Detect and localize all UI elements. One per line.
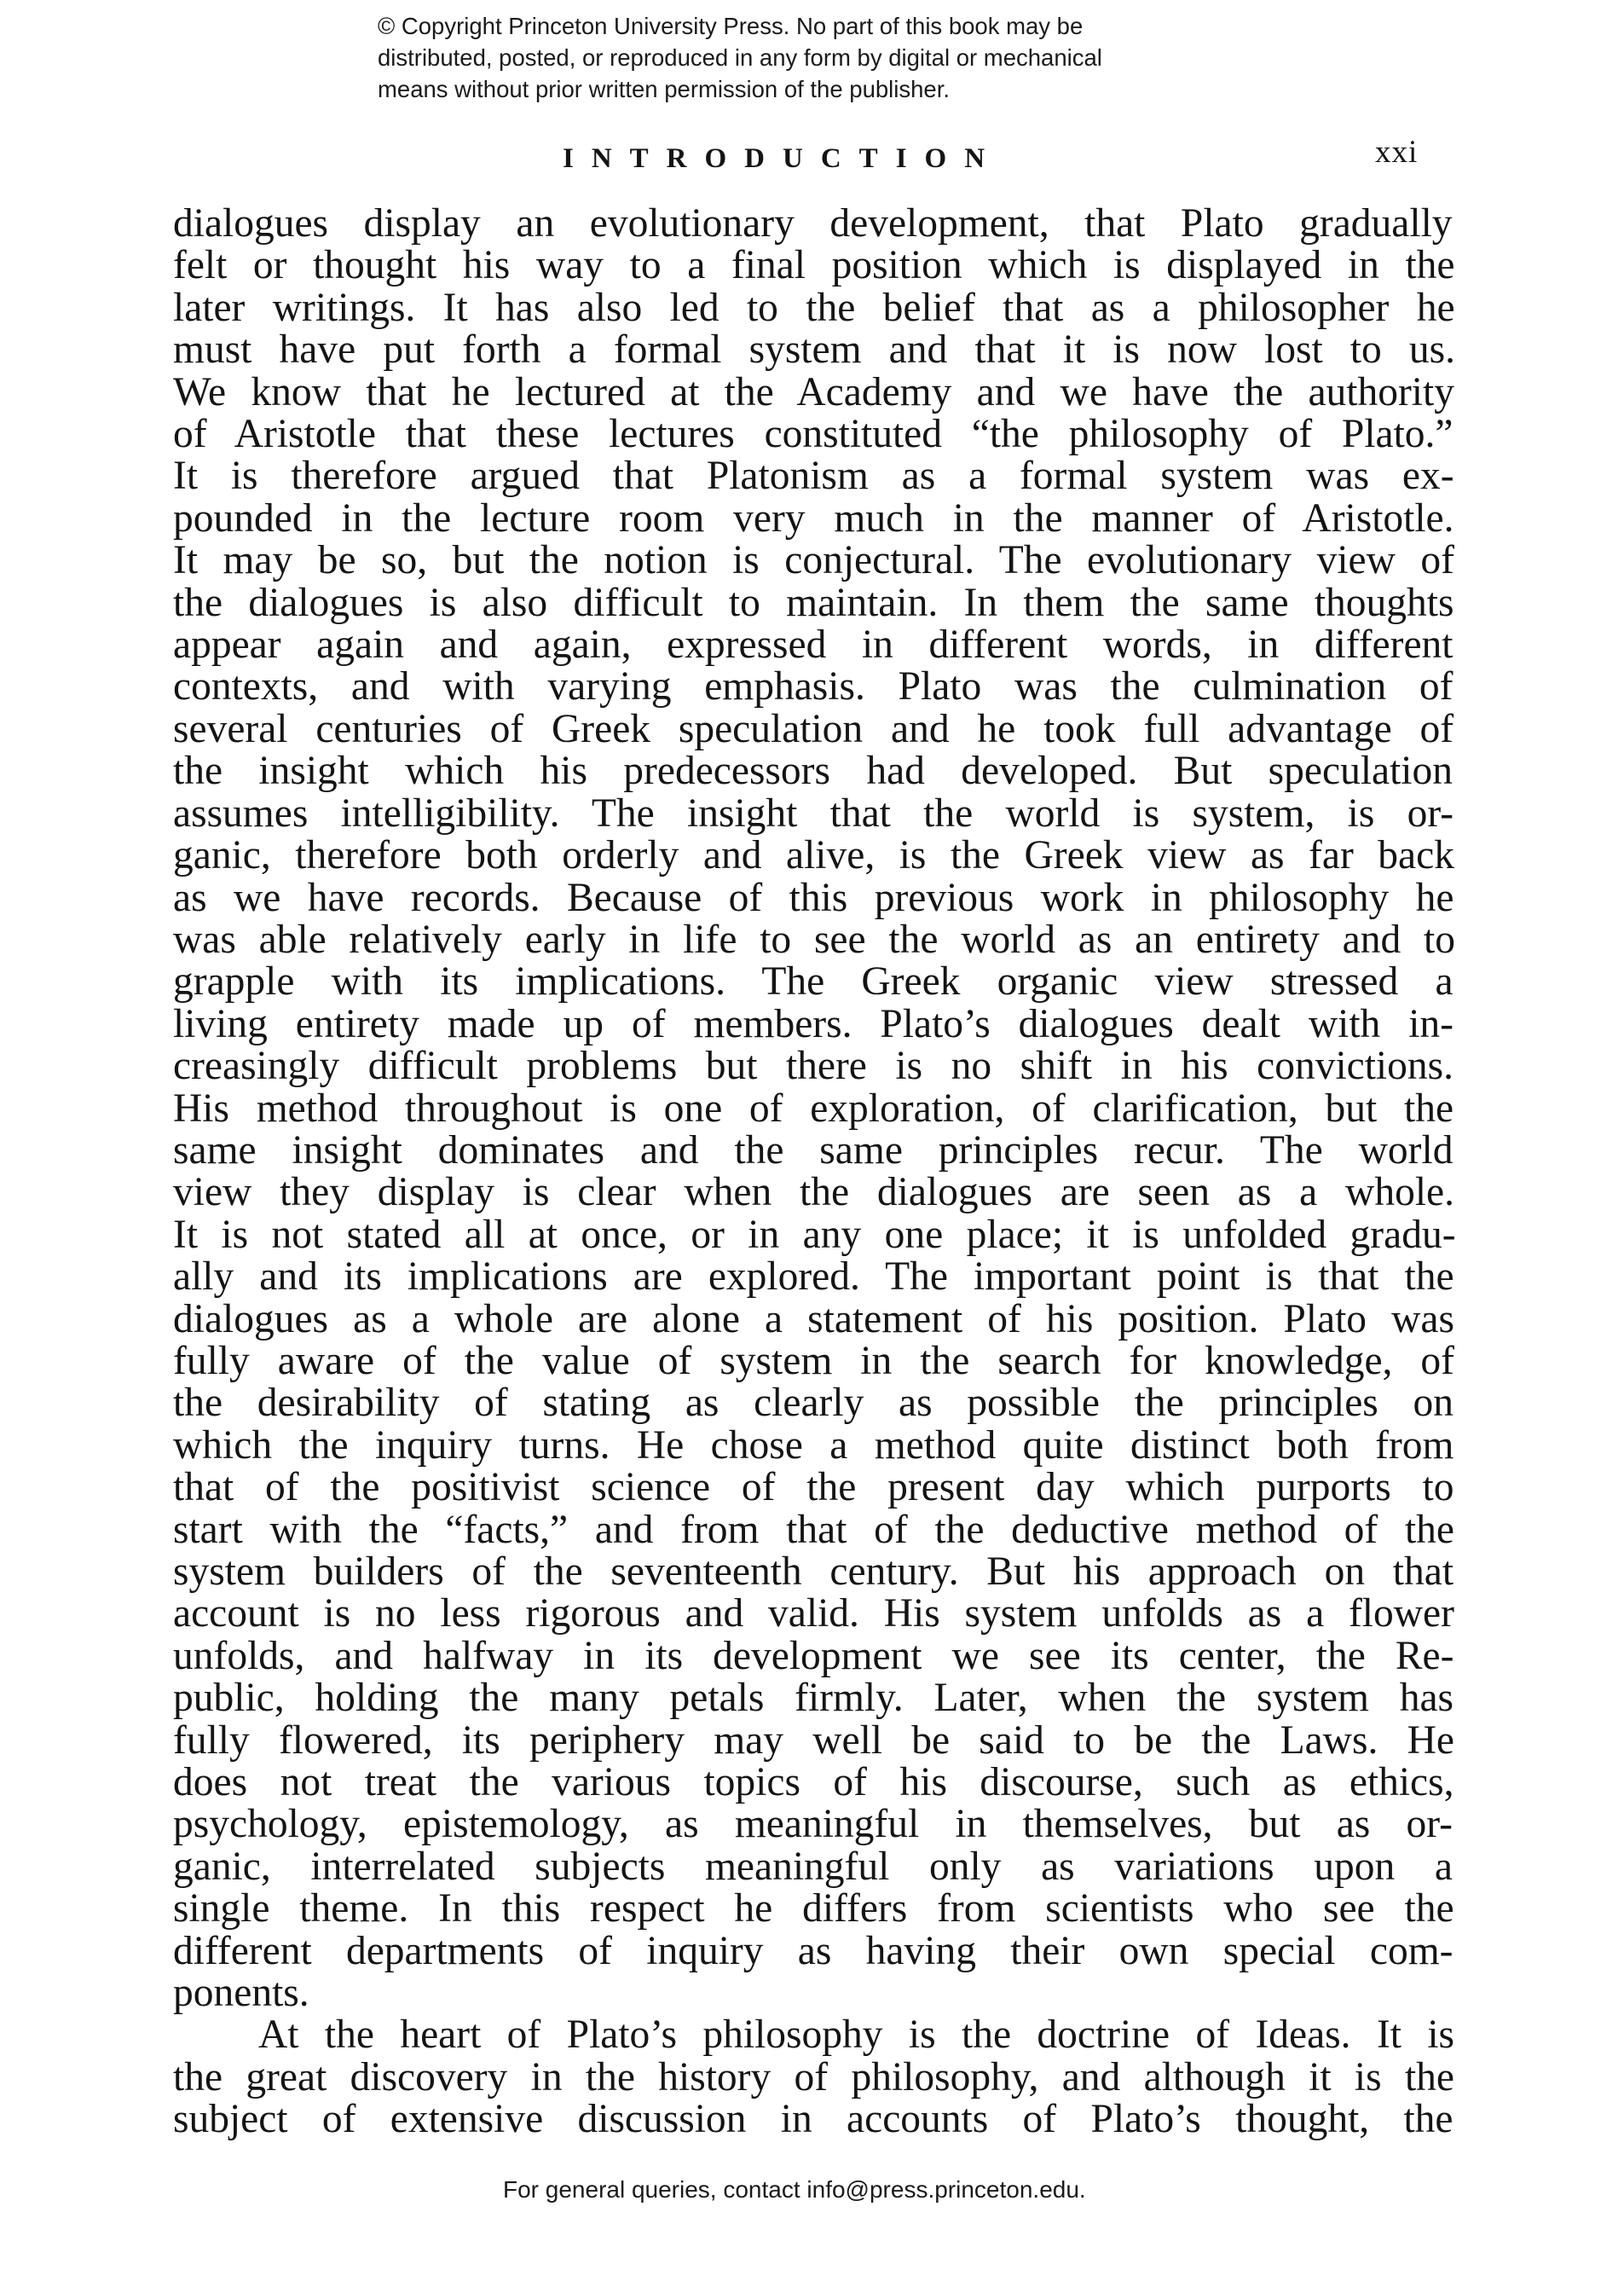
text-line: that of the positivist science of the present day which purports to <box>173 1465 1454 1510</box>
text-line: was able relatively early in life to see the world as an entirety and to <box>173 917 1455 962</box>
copyright-line: © Copyright Princeton University Press. No part of this book may be <box>378 13 1084 39</box>
footer-contact: For general queries, contact info@press.princeton.edu. <box>503 2176 1086 2203</box>
text-line: pounded in the lecture room very much in the manner of Aristotle. <box>173 495 1454 541</box>
text-line: His method throughout is one of exploration, of clarification, but the <box>173 1086 1454 1131</box>
text-line: the insight which his predecessors had developed. But speculation <box>173 749 1453 794</box>
text-line: It is therefore argued that Platonism as a formal system was ex- <box>173 454 1454 499</box>
text-line: It may be so, but the notion is conjectural. The evolutionary view of <box>173 538 1454 583</box>
text-line: single theme. In this respect he differs from scientists who see the <box>173 1886 1454 1931</box>
text-line: several centuries of Greek speculation and he took full advantage of <box>173 706 1454 751</box>
text-line: contexts, and with varying emphasis. Plato was the culmination of <box>173 664 1454 709</box>
text-line: It is not stated all at once, or in any one place; it is unfolded gradu- <box>173 1212 1456 1257</box>
text-line: must have put forth a formal system and that it is now lost to us. <box>173 327 1455 373</box>
text-line: ally and its implications are explored. The important point is that the <box>173 1254 1454 1300</box>
text-line: appear again and again, expressed in different words, in different <box>173 623 1454 668</box>
text-line: does not treat the various topics of his discourse, such as ethics, <box>173 1760 1454 1805</box>
body-text <box>173 201 1456 2142</box>
text-line: as we have records. Because of this previous work in philosophy he <box>173 875 1454 920</box>
text-line: public, holding the many petals firmly. Later, when the system has <box>173 1676 1454 1721</box>
text-line: assumes intelligibility. The insight that the world is system, is or- <box>173 791 1454 836</box>
text-line: different departments of inquiry as having their own special com- <box>173 1928 1454 1973</box>
text-line: We know that he lectured at the Academy and we have the authority <box>173 369 1454 414</box>
text-line: fully flowered, its periphery may well be said to be the Laws. He <box>173 1717 1454 1763</box>
text-line: creasingly difficult problems but there is no shift in his convictions. <box>173 1044 1454 1089</box>
text-line: the dialogues is also difficult to maintain. In them the same thoughts <box>173 580 1454 625</box>
text-line: same insight dominates and the same principles recur. The world <box>173 1127 1454 1173</box>
text-line: At the heart of Plato’s philosophy is the doctrine of Ideas. It is <box>258 2012 1455 2058</box>
text-line: unfolds, and halfway in its development we see its center, the Re- <box>173 1633 1454 1678</box>
text-line: the great discovery in the history of philosophy, and although it is the <box>173 2054 1454 2099</box>
copyright-line: means without prior written permission of the publisher. <box>378 76 951 102</box>
copyright-line: distributed, posted, or reproduced in any form by digital or mechanical <box>378 44 1102 71</box>
text-line: grapple with its implications. The Greek organic view stressed a <box>173 959 1454 1005</box>
page-number: xxi <box>1375 135 1419 170</box>
text-line: fully aware of the value of system in the search for knowledge, of <box>173 1338 1454 1383</box>
text-line: psychology, epistemology, as meaningful in themselves, but as or- <box>173 1802 1453 1847</box>
text-line: living entirety made up of members. Plato’s dialogues dealt with in- <box>173 1001 1454 1046</box>
text-line: start with the “facts,” and from that of the deductive method of the <box>173 1507 1454 1552</box>
text-line: ponents. <box>173 1971 309 2016</box>
text-line: later writings. It has also led to the belief that as a philosopher he <box>173 285 1455 330</box>
text-line: which the inquiry turns. He chose a method quite distinct both from <box>173 1422 1454 1468</box>
text-line: view they display is clear when the dialogues are seen as a whole. <box>173 1170 1455 1215</box>
text-line: of Aristotle that these lectures constituted “the philosophy of Plato.” <box>173 412 1454 457</box>
text-line: system builders of the seventeenth century. But his approach on that <box>173 1549 1454 1594</box>
text-line: felt or thought his way to a final position which is displayed in the <box>173 243 1455 288</box>
running-head: INTRODUCTION <box>563 143 1003 174</box>
copyright-notice <box>378 10 1230 105</box>
text-line: account is no less rigorous and valid. His system unfolds as a flower <box>173 1591 1454 1636</box>
text-line: ganic, interrelated subjects meaningful only as variations upon a <box>173 1844 1453 1889</box>
text-line: dialogues as a whole are alone a statement of his position. Plato was <box>173 1296 1454 1341</box>
text-line: dialogues display an evolutionary development, that Plato gradually <box>173 201 1453 246</box>
text-line: ganic, therefore both orderly and alive, is the Greek view as far back <box>173 833 1454 878</box>
text-line: the desirability of stating as clearly as possible the principles on <box>173 1381 1454 1426</box>
text-line: subject of extensive discussion in accounts of Plato’s thought, the <box>173 2097 1454 2142</box>
